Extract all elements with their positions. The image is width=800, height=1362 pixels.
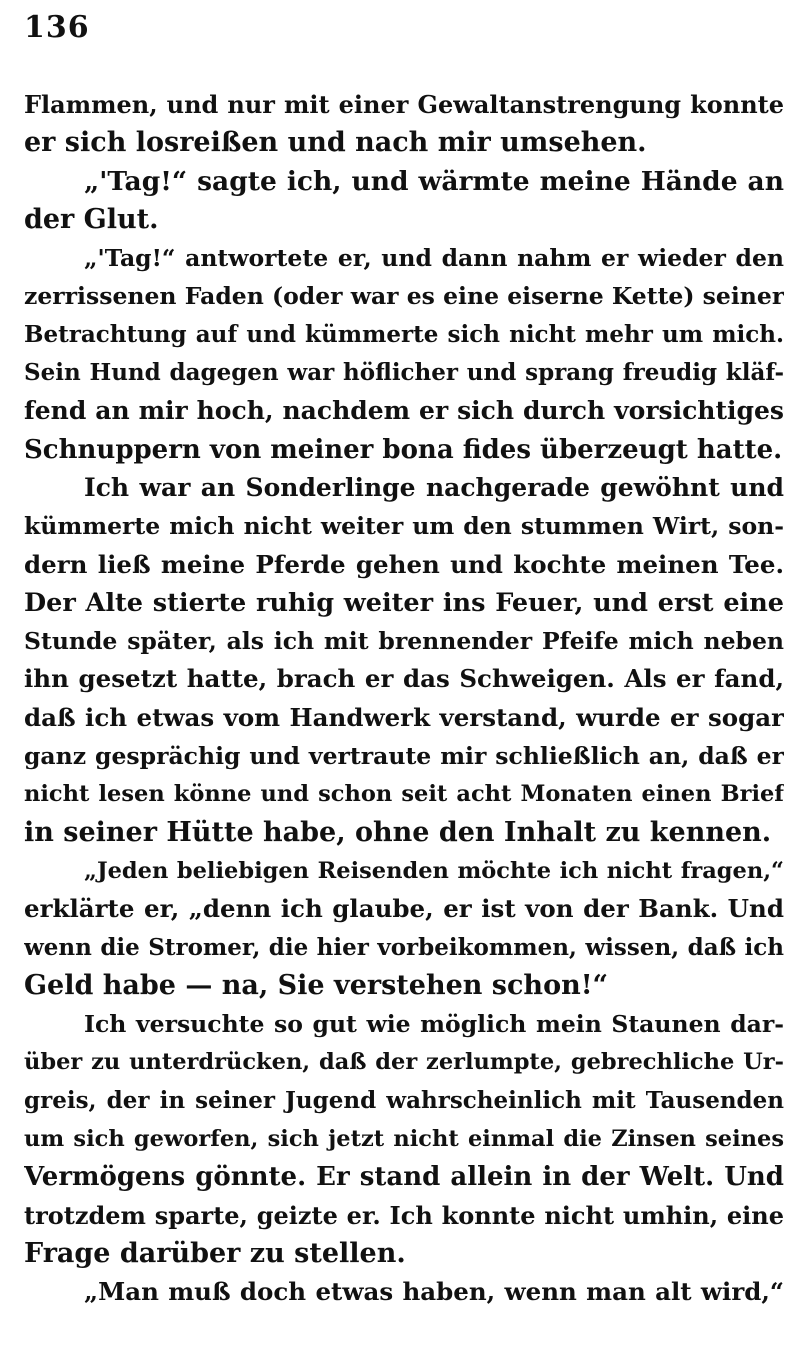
text-line: in seiner Hütte habe, ohne den Inhalt zu kennen. [24, 816, 772, 848]
text-line: fend an mir hoch, nachdem er sich durch vorsichtiges [24, 396, 784, 426]
text-line: zerrissenen Faden (oder war es eine eiserne Kette) seiner [24, 282, 784, 311]
text-line: wenn die Stromer, die hier vorbeikommen, wissen, daß ich [24, 933, 784, 961]
text-line: nicht lesen könne und schon seit acht Monaten einen Brief [24, 781, 784, 808]
text-line: Stunde später, als ich mit brennender Pfeife mich neben [24, 627, 784, 656]
text-line: Betrachtung auf und kümmerte sich nicht mehr um mich. [24, 320, 784, 348]
text-line: Ich war an Sonderlinge nachgerade gewöhnt und [84, 472, 784, 502]
text-line: trotzdem sparte, geizte er. Ich konnte nicht umhin, eine [24, 1200, 784, 1230]
text-line: erklärte er, „denn ich glaube, er ist von der Bank. Und [24, 894, 784, 924]
text-line: kümmerte mich nicht weiter um den stummen Wirt, son- [24, 512, 784, 541]
text-line: „'Tag!“ antwortete er, und dann nahm er wieder den [84, 244, 784, 273]
text-line: Der Alte stierte ruhig weiter ins Feuer, und erst eine [24, 587, 784, 618]
text-line: Geld habe — na, Sie verstehen schon!“ [24, 969, 609, 1001]
text-line: Sein Hund dagegen war höflicher und sprang freudig kläf- [24, 359, 784, 387]
text-line: um sich geworfen, sich jetzt nicht einmal die Zinsen seines [24, 1126, 784, 1153]
text-line: daß ich etwas vom Handwerk verstand, wurde er sogar [24, 702, 784, 732]
text-line: Ich versuchte so gut wie möglich mein Staunen dar- [84, 1010, 784, 1039]
text-line: ihn gesetzt hatte, brach er das Schweigen. Als er fand, [24, 664, 784, 694]
text-line: „Jeden beliebigen Reisenden möchte ich nicht fragen,“ [84, 857, 784, 884]
page-number: 136 [24, 10, 90, 45]
text-line: greis, der in seiner Jugend wahrscheinlich mit Tausenden [24, 1086, 784, 1114]
text-line: „'Tag!“ sagte ich, und wärmte meine Hände an [84, 165, 784, 197]
text-line: Schnuppern von meiner bona fides überzeugt hatte. [24, 434, 783, 465]
text-line: Flammen, und nur mit einer Gewaltanstrengung konnte [24, 90, 784, 119]
text-line: Vermögens gönnte. Er stand allein in der Welt. Und [24, 1162, 784, 1193]
text-line: über zu unterdrücken, daß der zerlumpte, gebrechliche Ur- [24, 1049, 784, 1076]
text-line: Frage darüber zu stellen. [24, 1237, 406, 1269]
text-line: ganz gesprächig und vertraute mir schließlich an, daß er [24, 742, 784, 771]
body-text [24, 86, 784, 1312]
text-line: „Man muß doch etwas haben, wenn man alt wird,“ [84, 1277, 784, 1307]
text-line: der Glut. [24, 203, 159, 235]
text-line: er sich losreißen und nach mir umsehen. [24, 127, 647, 159]
text-line: dern ließ meine Pferde gehen und kochte meinen Tee. [24, 549, 784, 579]
